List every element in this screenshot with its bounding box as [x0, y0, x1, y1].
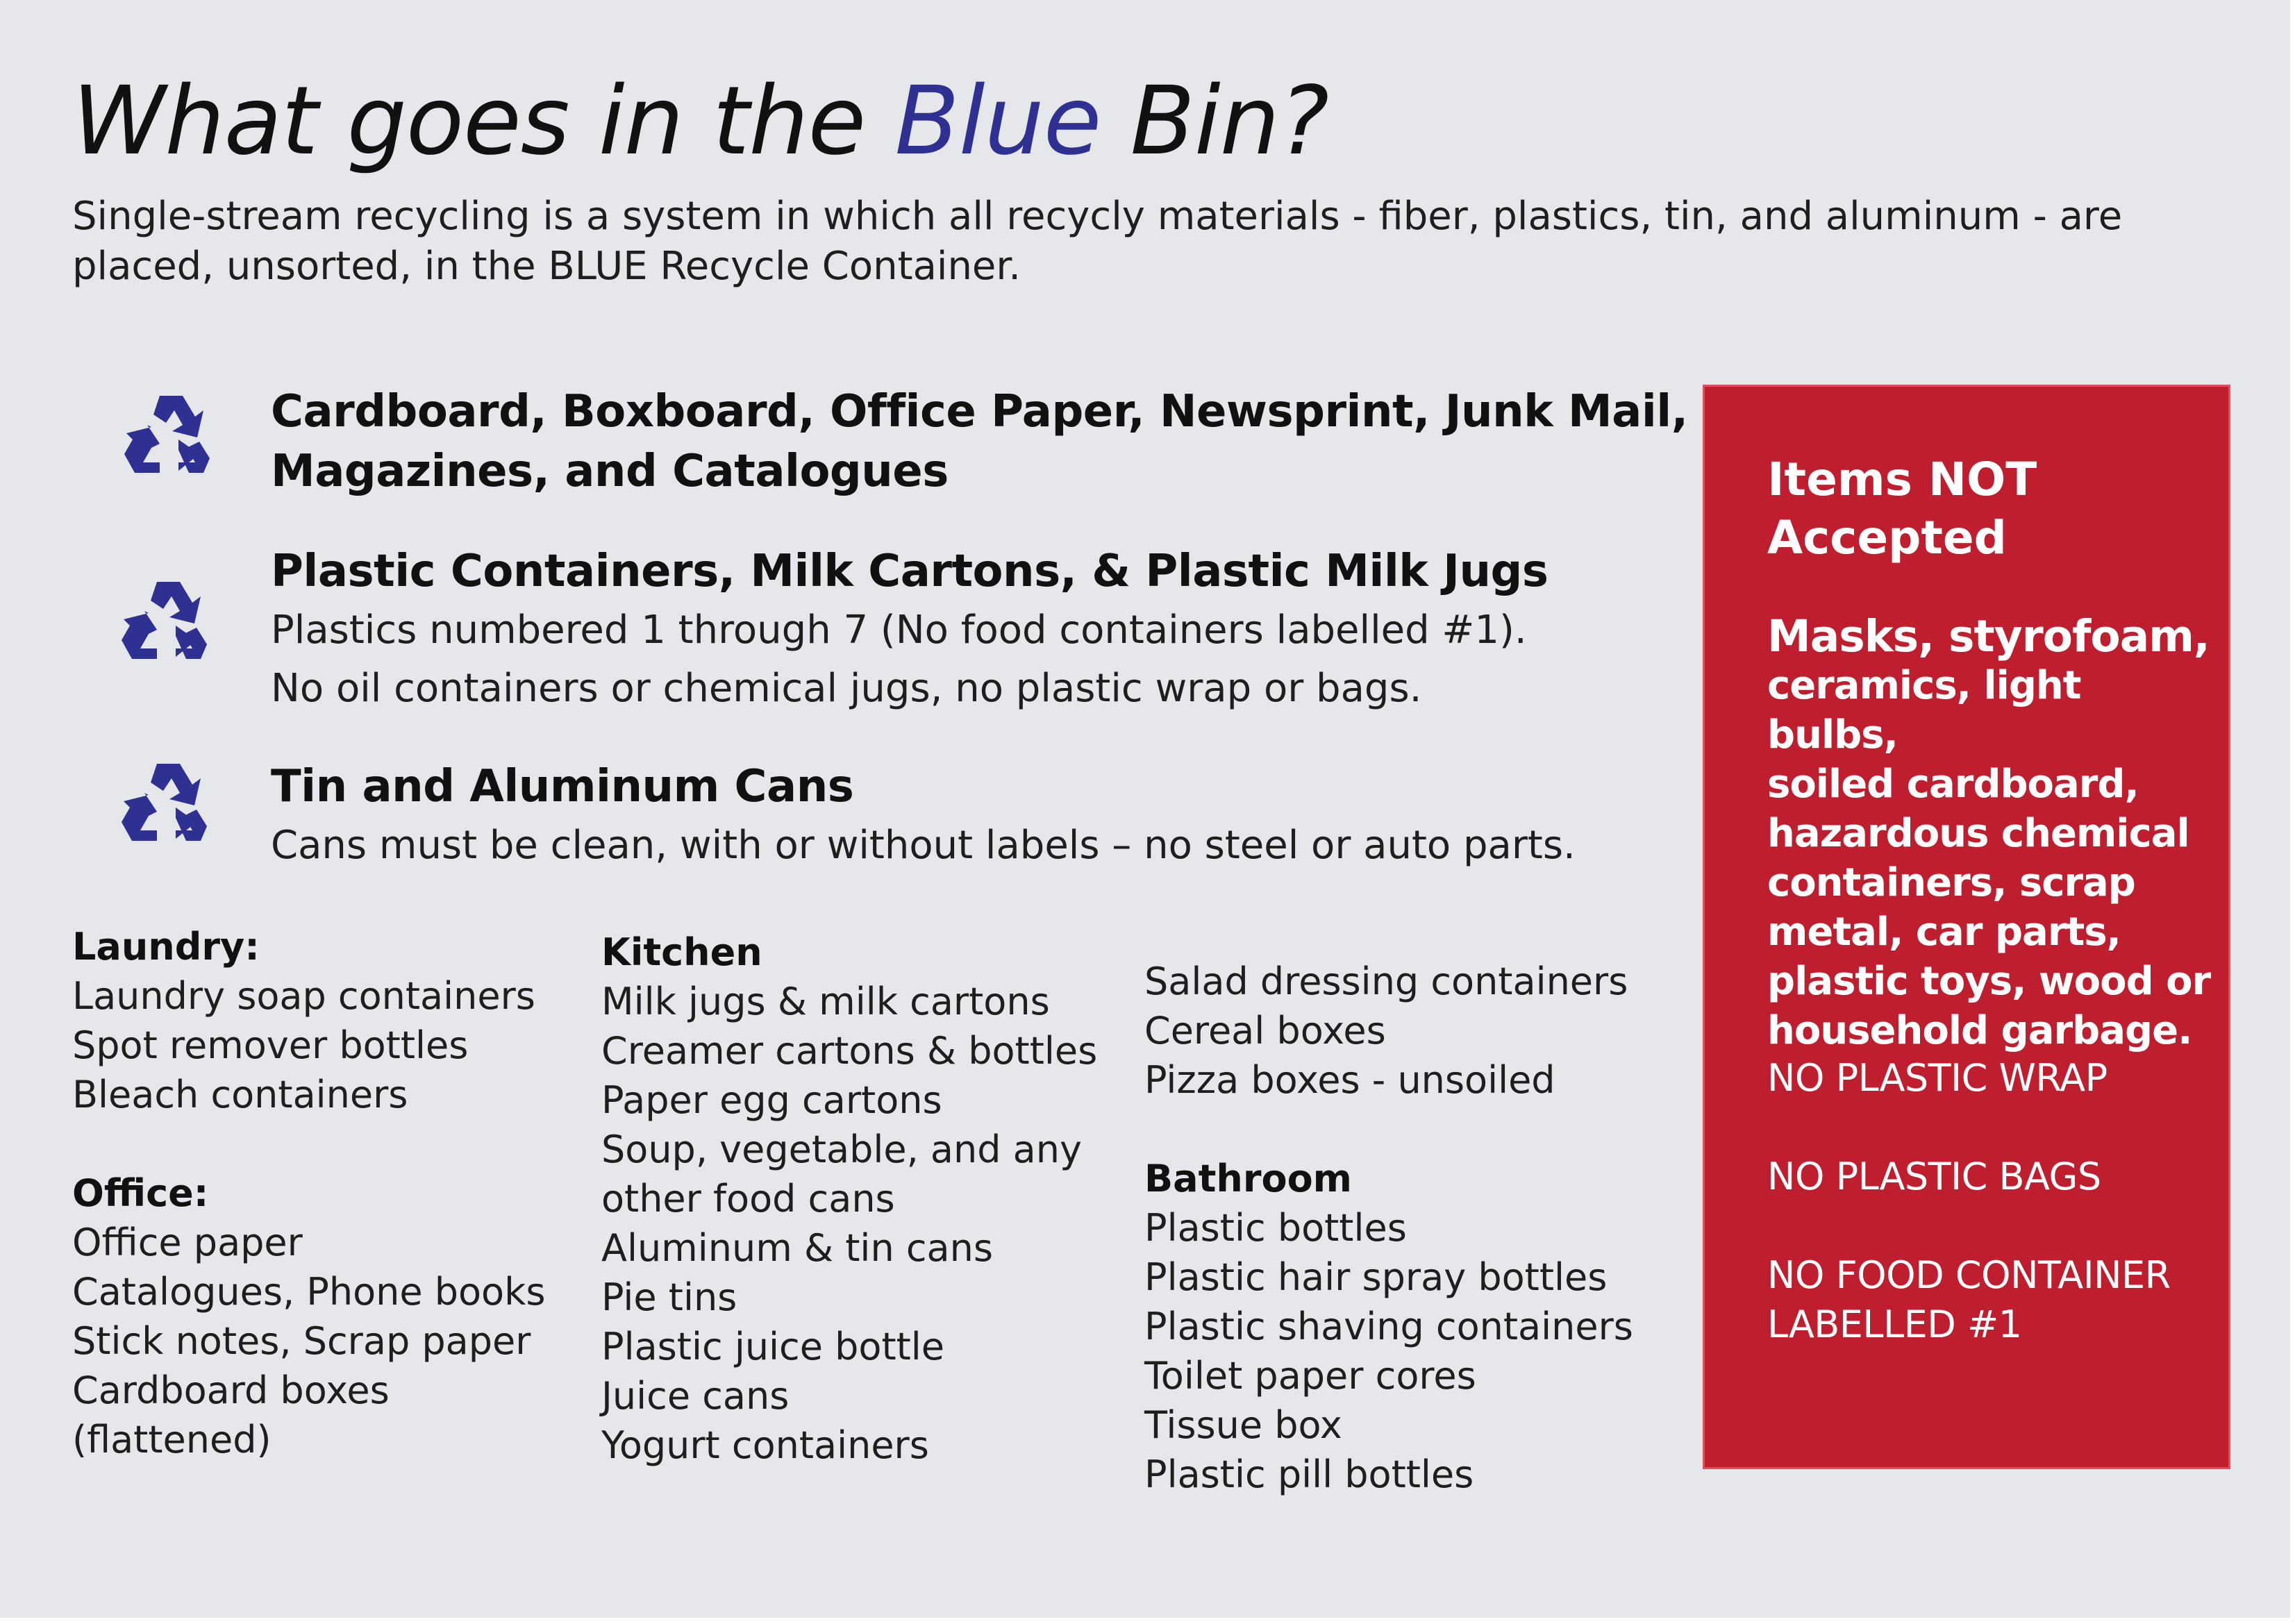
list-item: Laundry soap containers [72, 974, 535, 1018]
not-accepted-title-line: Accepted [1767, 511, 2007, 564]
list-item: Milk jugs & milk cartons [601, 980, 1050, 1023]
not-accepted-line: Masks, styrofoam, [1767, 611, 2210, 662]
list-item: Stick notes, Scrap paper [72, 1319, 531, 1363]
not-accepted-line: plastic toys, wood or [1767, 959, 2211, 1004]
list-item: Creamer cartons & bottles [601, 1029, 1098, 1073]
list-misc-bathroom [1144, 957, 1633, 1499]
not-accepted-line: ceramics, light bulbs, [1767, 663, 2081, 757]
list-item: Plastic hair spray bottles [1144, 1255, 1608, 1299]
not-accepted-line: soiled cardboard, [1767, 762, 2139, 807]
list-item: Cereal boxes [1144, 1009, 1386, 1053]
title-text-end: Bin? [1101, 67, 1329, 176]
category-description-line: Plastics numbered 1 through 7 (No food containers labelled #1). [271, 608, 1527, 653]
not-accepted-panel [1703, 385, 2230, 1469]
list-item: Catalogues, Phone books [72, 1270, 546, 1314]
notice-line: NO FOOD CONTAINER [1767, 1253, 2171, 1297]
recycle-icon [114, 574, 225, 678]
page-title [72, 67, 1328, 176]
title-highlight-blue: Blue [894, 67, 1101, 176]
list-item: Cardboard boxes [72, 1368, 390, 1412]
not-accepted-line: hazardous chemical [1767, 811, 2189, 856]
intro-paragraph: Single-stream recycling is a system in which all recycly materials - fiber, plastics, tin, and aluminum - are placed, unsorted, in the BLUE Recycle Container. [72, 194, 2123, 289]
list-item: Salad dressing containers [1144, 960, 1628, 1003]
not-accepted-title [1767, 451, 2212, 567]
notice-no-plastic-wrap: NO PLASTIC WRAP [1767, 1056, 2108, 1100]
list-item: Plastic bottles [1144, 1206, 1407, 1250]
list-item: Paper egg cartons [601, 1078, 942, 1122]
recycle-icon [114, 755, 225, 860]
category-description-line: No oil containers or chemical jugs, no plastic wrap or bags. [271, 666, 1422, 711]
category-heading-plastics: Plastic Containers, Milk Cartons, & Plastic Milk Jugs [271, 546, 1549, 597]
list-laundry-office [72, 922, 546, 1464]
list-item: Tissue box [1144, 1403, 1342, 1447]
list-item: Pie tins [601, 1275, 737, 1319]
list-item: Yogurt containers [601, 1423, 929, 1467]
category-description-cans: Cans must be clean, with or without labels – no steel or auto parts. [271, 823, 1576, 868]
not-accepted-line: metal, car parts, [1767, 910, 2121, 955]
list-item: other food cans [601, 1177, 895, 1221]
list-item: Plastic juice bottle [601, 1325, 945, 1368]
notice-no-plastic-bags: NO PLASTIC BAGS [1767, 1155, 2101, 1198]
category-heading-cans: Tin and Aluminum Cans [271, 761, 854, 812]
category-heading-line: Cardboard, Boxboard, Office Paper, Newsprint, Junk Mail, [271, 386, 1688, 437]
list-item: Bleach containers [72, 1073, 408, 1116]
not-accepted-list [1767, 612, 2219, 1055]
list-kitchen [601, 928, 1097, 1470]
list-item: Office paper [72, 1221, 303, 1264]
list-title-office: Office: [72, 1171, 209, 1215]
list-item: Pizza boxes - unsoiled [1144, 1058, 1555, 1102]
list-title-laundry: Laundry: [72, 925, 260, 969]
not-accepted-line: containers, scrap [1767, 860, 2135, 905]
category-description-plastics [271, 601, 1527, 718]
list-title-bathroom: Bathroom [1144, 1157, 1352, 1200]
title-text-start: What goes in the [72, 67, 895, 176]
notice-no-food-container [1767, 1250, 2219, 1349]
category-heading-paper [271, 382, 1688, 501]
list-item: Soup, vegetable, and any [601, 1128, 1082, 1171]
list-item: Juice cans [601, 1374, 790, 1418]
list-item: Plastic shaving containers [1144, 1305, 1633, 1348]
list-item: (flattened) [72, 1418, 272, 1462]
list-item: Plastic pill bottles [1144, 1453, 1474, 1496]
list-title-kitchen: Kitchen [601, 930, 762, 974]
list-item: Aluminum & tin cans [601, 1226, 993, 1270]
category-heading-line: Magazines, and Catalogues [271, 446, 949, 497]
recycle-icon [117, 387, 228, 492]
notice-line: LABELLED #1 [1767, 1303, 2022, 1346]
not-accepted-title-line: Items NOT [1767, 453, 2037, 506]
not-accepted-line: household garbage. [1767, 1008, 2192, 1053]
list-item: Toilet paper cores [1144, 1354, 1476, 1398]
list-item: Spot remover bottles [72, 1023, 469, 1067]
